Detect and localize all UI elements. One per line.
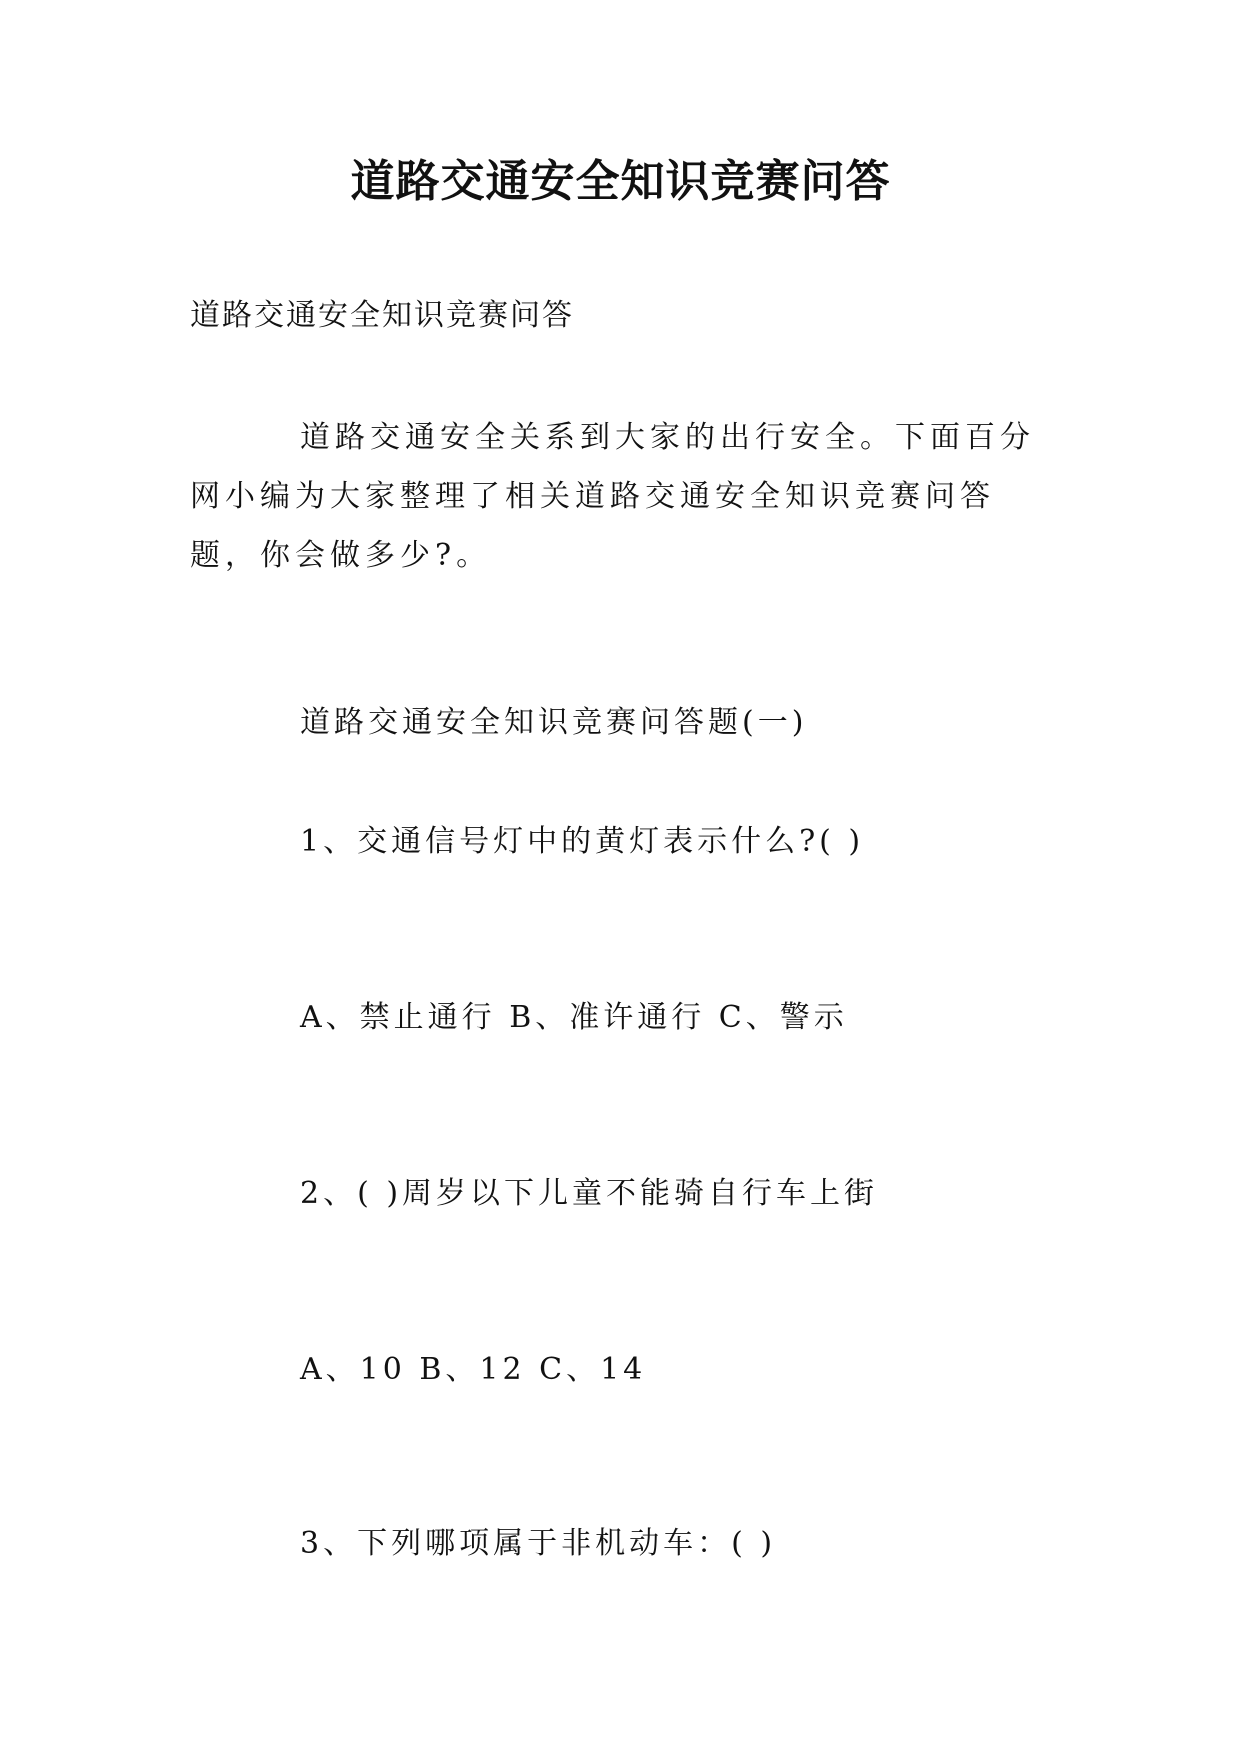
section-heading: 道路交通安全知识竞赛问答题(一) — [300, 705, 808, 740]
question-1-options: A、禁止通行 B、准许通行 C、警示 — [300, 1000, 848, 1035]
document-title: 道路交通安全知识竞赛问答 — [350, 156, 891, 207]
intro-paragraph: 道路交通安全关系到大家的出行安全。下面百分网小编为大家整理了相关道路交通安全知识竞赛问答题，你会做多少?。 — [190, 420, 1035, 573]
question-3: 3、下列哪项属于非机动车：( ) — [300, 1526, 777, 1561]
question-2: 2、( )周岁以下儿童不能骑自行车上街 — [300, 1176, 879, 1211]
question-1: 1、交通信号灯中的黄灯表示什么?( ) — [300, 824, 865, 859]
document-subtitle: 道路交通安全知识竞赛问答 — [190, 298, 574, 333]
question-2-options: A、10 B、12 C、14 — [300, 1352, 647, 1387]
